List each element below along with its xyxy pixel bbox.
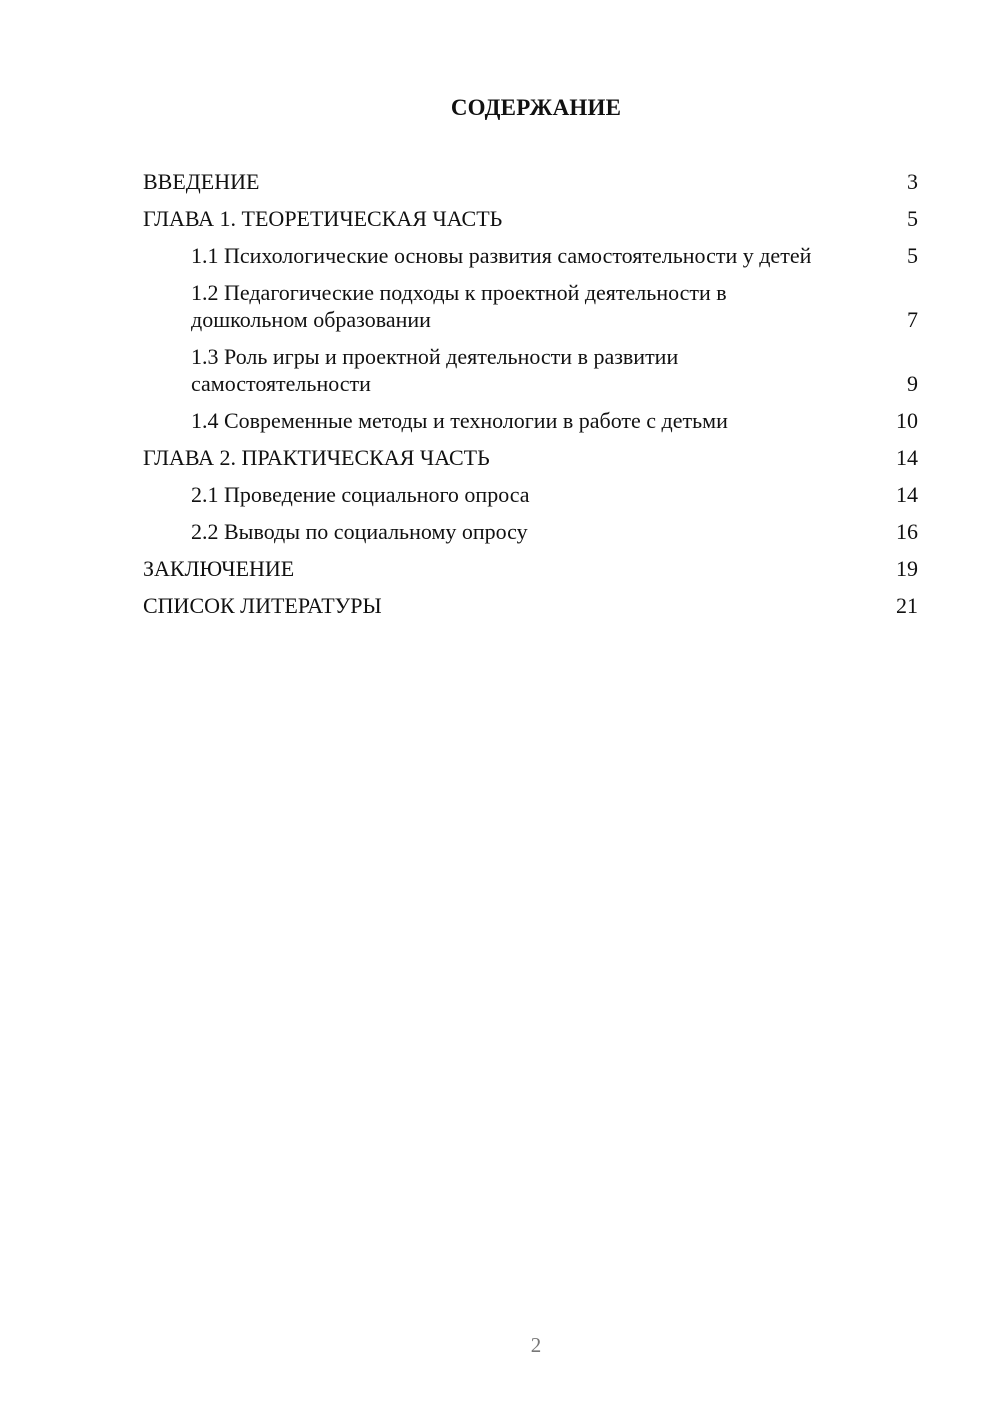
toc-entry-label: ГЛАВА 2. ПРАКТИЧЕСКАЯ ЧАСТЬ <box>143 445 490 470</box>
toc-entry-page: 16 <box>896 519 918 544</box>
toc-entry <box>143 555 918 582</box>
toc-entry <box>143 481 918 508</box>
toc-entry-label: ГЛАВА 1. ТЕОРЕТИЧЕСКАЯ ЧАСТЬ <box>143 206 503 231</box>
toc-entry-label: ВВЕДЕНИЕ <box>143 169 260 194</box>
toc-entry-page: 10 <box>896 408 918 433</box>
toc-entry-label: 2.2 Выводы по социальному опросу <box>191 519 528 544</box>
page-number: 2 <box>530 1333 542 1357</box>
toc-entry-page: 5 <box>907 206 918 231</box>
toc-entry-page: 3 <box>907 169 918 194</box>
toc-entry-label: 1.2 Педагогические подходы к проектной деятельности в дошкольном образовании <box>191 280 727 332</box>
toc-entry-label: 1.3 Роль игры и проектной деятельности в развитии самостоятельности <box>191 344 679 396</box>
toc-entry-page: 14 <box>896 445 918 470</box>
toc-entry-label: 2.1 Проведение социального опроса <box>191 482 530 507</box>
toc-entry-page: 7 <box>907 307 918 332</box>
toc-entry <box>143 407 918 434</box>
toc-entry-label: ЗАКЛЮЧЕНИЕ <box>143 556 295 581</box>
toc-entry <box>143 279 918 333</box>
toc-entry-label: 1.4 Современные методы и технологии в работе с детьми <box>191 408 728 433</box>
toc-entry-page: 21 <box>896 593 918 618</box>
table-of-contents <box>143 168 918 629</box>
toc-entry <box>143 518 918 545</box>
toc-entry <box>143 343 918 397</box>
toc-entry-page: 19 <box>896 556 918 581</box>
toc-entry-label: 1.1 Психологические основы развития самостоятельности у детей <box>191 243 812 268</box>
toc-entry <box>143 242 918 269</box>
toc-entry <box>143 592 918 619</box>
toc-entry <box>143 168 918 195</box>
toc-entry <box>143 444 918 471</box>
toc-entry-page: 5 <box>907 243 918 268</box>
toc-entry-label: СПИСОК ЛИТЕРАТУРЫ <box>143 593 382 618</box>
toc-entry-page: 9 <box>907 371 918 396</box>
toc-entry <box>143 205 918 232</box>
toc-title: СОДЕРЖАНИЕ <box>450 95 622 120</box>
toc-entry-page: 14 <box>896 482 918 507</box>
